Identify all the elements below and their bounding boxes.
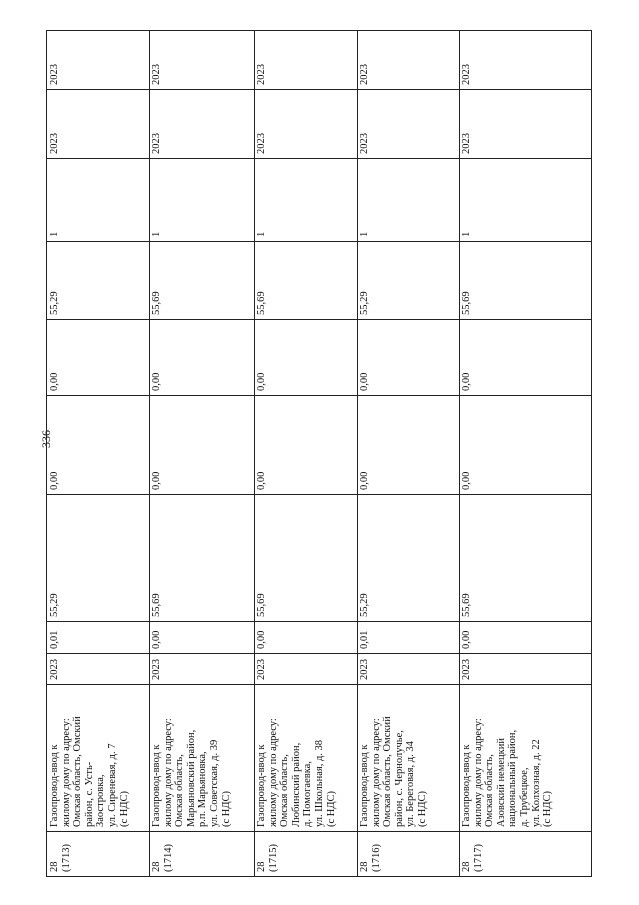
cell-v4: 0,00 bbox=[151, 372, 162, 391]
cell-v4: 0,00 bbox=[49, 372, 60, 391]
cell-year-a: 2023 bbox=[151, 133, 162, 154]
cell-v6: 1 bbox=[151, 231, 162, 237]
column-divider bbox=[47, 319, 591, 320]
cell-v4: 0,00 bbox=[256, 372, 267, 391]
cell-v5: 55,69 bbox=[461, 291, 472, 315]
cell-v4: 0,00 bbox=[461, 372, 472, 391]
cell-year-start: 2023 bbox=[256, 659, 267, 680]
cell-v1: 0,01 bbox=[49, 630, 60, 649]
cell-id: 28 (1717) bbox=[461, 844, 484, 872]
cell-v3: 0,00 bbox=[49, 471, 60, 490]
cell-year-b: 2023 bbox=[256, 64, 267, 85]
cell-v5: 55,29 bbox=[49, 291, 60, 315]
column-divider bbox=[47, 684, 591, 685]
cell-v1: 0,00 bbox=[461, 630, 472, 649]
cell-v6: 1 bbox=[461, 231, 472, 237]
cell-year-start: 2023 bbox=[49, 659, 60, 680]
cell-year-start: 2023 bbox=[359, 659, 370, 680]
cell-id: 28 (1715) bbox=[256, 844, 279, 872]
cell-object: Газопровод-ввод к жилому дому по адресу: Омская область, Омский район, с. Чернолучье, ул. Береговая, д. 34 (с НДС) bbox=[359, 716, 428, 827]
column-divider bbox=[47, 395, 591, 396]
cell-v5: 55,69 bbox=[151, 291, 162, 315]
cell-year-a: 2023 bbox=[256, 133, 267, 154]
column-divider bbox=[47, 494, 591, 495]
cell-v6: 1 bbox=[49, 231, 60, 237]
cell-v2: 55,29 bbox=[359, 593, 370, 617]
cell-year-b: 2023 bbox=[359, 64, 370, 85]
row-divider bbox=[254, 31, 255, 876]
row-divider bbox=[459, 31, 460, 876]
column-divider bbox=[47, 831, 591, 832]
data-table bbox=[46, 30, 592, 877]
cell-v5: 55,29 bbox=[359, 291, 370, 315]
row-divider bbox=[357, 31, 358, 876]
cell-year-b: 2023 bbox=[461, 64, 472, 85]
cell-v3: 0,00 bbox=[461, 471, 472, 490]
cell-year-start: 2023 bbox=[151, 659, 162, 680]
cell-year-b: 2023 bbox=[151, 64, 162, 85]
column-divider bbox=[47, 89, 591, 90]
cell-id: 28 (1713) bbox=[49, 844, 72, 872]
cell-v3: 0,00 bbox=[151, 471, 162, 490]
cell-v1: 0,01 bbox=[359, 630, 370, 649]
cell-v4: 0,00 bbox=[359, 372, 370, 391]
cell-id: 28 (1714) bbox=[151, 844, 174, 872]
page-number: 336 bbox=[39, 430, 53, 448]
cell-v2: 55,69 bbox=[461, 593, 472, 617]
cell-v3: 0,00 bbox=[256, 471, 267, 490]
cell-v3: 0,00 bbox=[359, 471, 370, 490]
cell-object: Газопровод-ввод к жилому дому по адресу: Омская область, Азовский немецкий национальный район, д. Трубецкое, ул. Колхозная, д. 22 (с НДС) bbox=[461, 718, 554, 827]
cell-year-a: 2023 bbox=[359, 133, 370, 154]
cell-v6: 1 bbox=[359, 231, 370, 237]
cell-v1: 0,00 bbox=[151, 630, 162, 649]
column-divider bbox=[47, 241, 591, 242]
row-divider bbox=[149, 31, 150, 876]
cell-v1: 0,00 bbox=[256, 630, 267, 649]
cell-object: Газопровод-ввод к жилому дому по адресу: Омская область, Омский район, с. Усть- Заостровка, ул. Сиреневая, д. 7 (с НДС) bbox=[49, 716, 130, 827]
cell-id: 28 (1716) bbox=[359, 844, 382, 872]
cell-v2: 55,69 bbox=[151, 593, 162, 617]
cell-v5: 55,69 bbox=[256, 291, 267, 315]
cell-year-a: 2023 bbox=[49, 133, 60, 154]
cell-year-b: 2023 bbox=[49, 64, 60, 85]
cell-object: Газопровод-ввод к жилому дому по адресу: Омская область, Марьяновский район, р.п. Марьяновка, ул. Советская, д. 39 (с НДС) bbox=[151, 718, 232, 827]
column-divider bbox=[47, 621, 591, 622]
column-divider bbox=[47, 653, 591, 654]
cell-v2: 55,29 bbox=[49, 593, 60, 617]
cell-year-start: 2023 bbox=[461, 659, 472, 680]
column-divider bbox=[47, 158, 591, 159]
cell-year-a: 2023 bbox=[461, 133, 472, 154]
cell-object: Газопровод-ввод к жилому дому по адресу: Омская область, Любинский район, д. Помогаевка, ул. Школьная, д. 38 (с НДС) bbox=[256, 718, 337, 827]
cell-v2: 55,69 bbox=[256, 593, 267, 617]
cell-v6: 1 bbox=[256, 231, 267, 237]
